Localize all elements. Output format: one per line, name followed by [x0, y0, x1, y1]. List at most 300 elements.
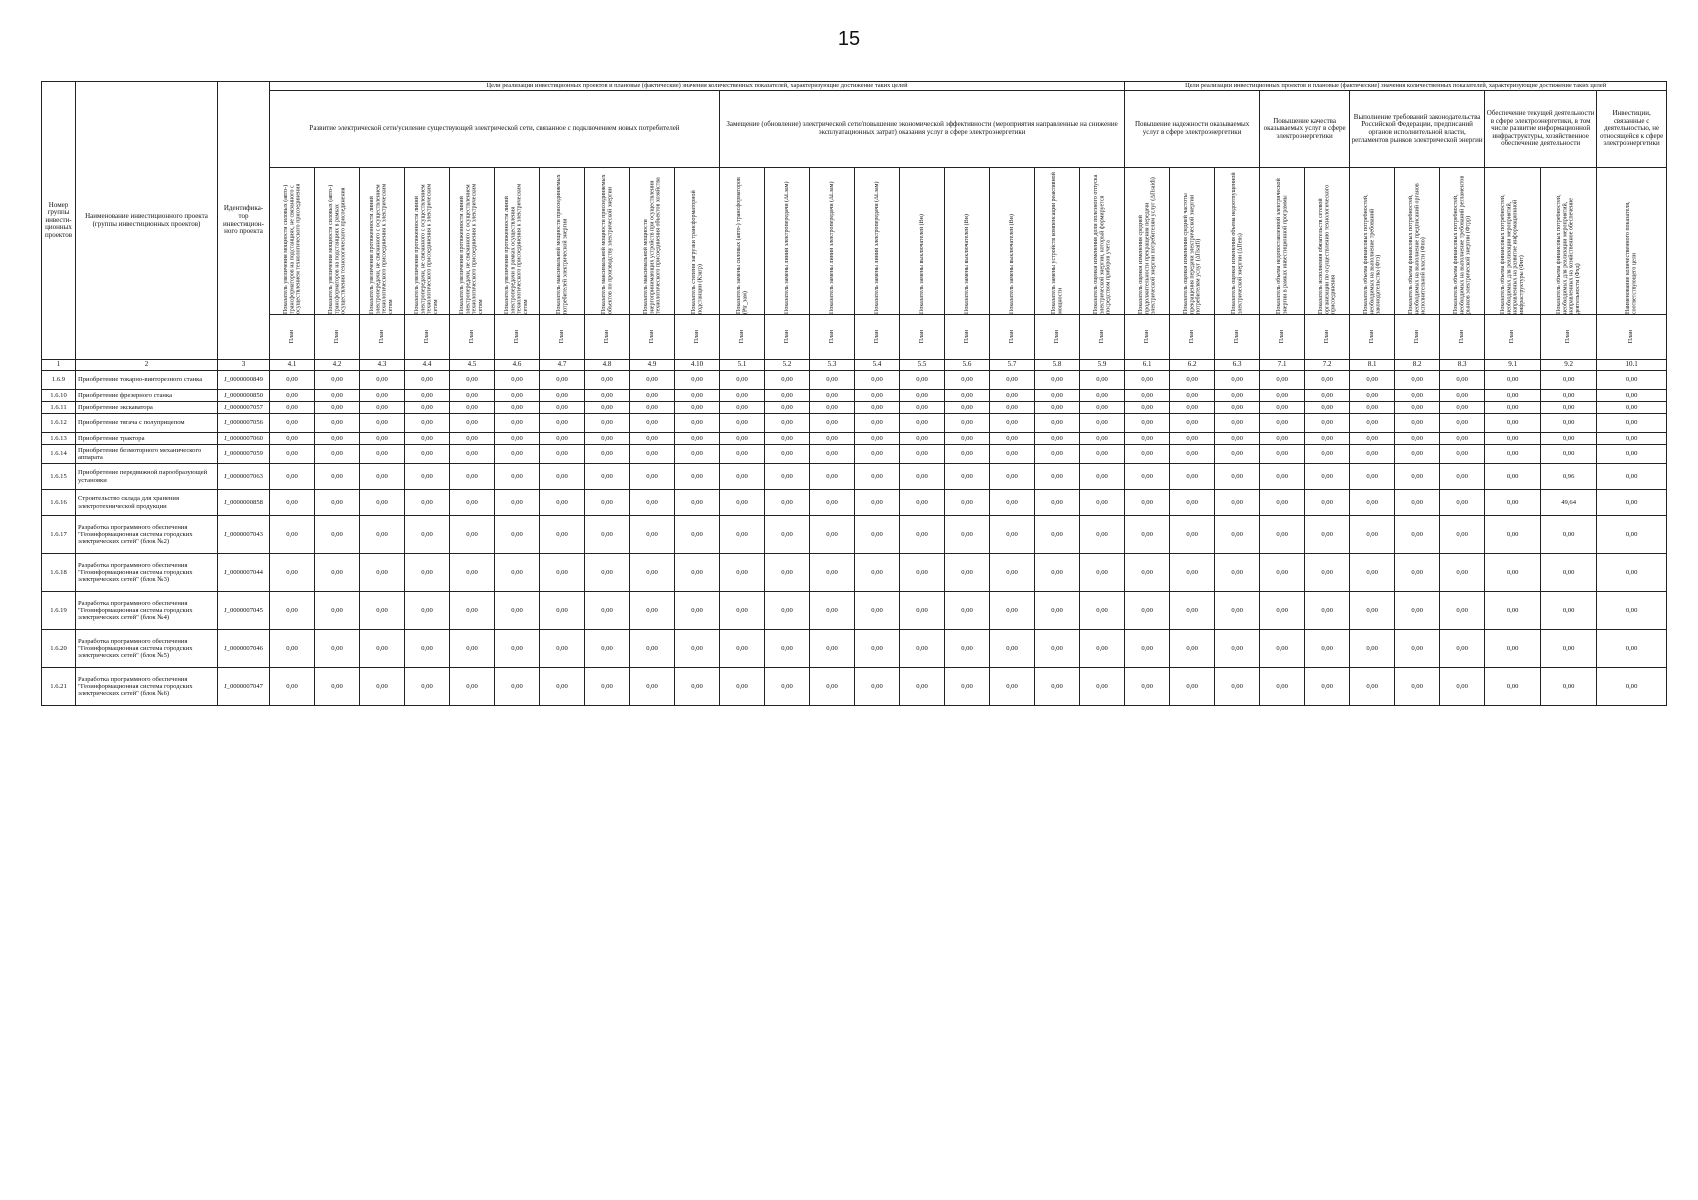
value-cell: 0,00 — [1125, 490, 1170, 516]
value-cell: 0,00 — [900, 371, 945, 390]
value-cell: 0,00 — [1170, 554, 1215, 592]
value-cell: 0,00 — [405, 490, 450, 516]
value-cell: 0,00 — [765, 464, 810, 490]
value-cell: 0,00 — [540, 464, 585, 490]
value-cell: 0,00 — [1485, 402, 1541, 414]
value-cell: 0,00 — [540, 592, 585, 630]
project-name: Приобретение токарно-винторезного станка — [76, 371, 218, 390]
value-cell: 0,00 — [990, 630, 1035, 668]
row-number: 1.6.14 — [42, 445, 76, 464]
project-name: Разработка программного обеспечения "Геоинформационная система городских электрических сетей" (блок №5) — [76, 630, 218, 668]
value-cell: 0,00 — [1080, 390, 1125, 402]
indicator-header: Показатель объема недопоставленной электрической энергии в рамках инвестиционной программы — [1260, 168, 1305, 315]
project-id: J_0000007057 — [218, 402, 270, 414]
value-cell: 0,00 — [270, 445, 315, 464]
value-cell: 0,00 — [585, 414, 630, 433]
value-cell: 0,00 — [900, 516, 945, 554]
plan-label: План — [1125, 315, 1170, 360]
row-number: 1.6.11 — [42, 402, 76, 414]
row-number: 1.6.12 — [42, 414, 76, 433]
value-cell: 0,00 — [765, 414, 810, 433]
value-cell: 0,00 — [1485, 390, 1541, 402]
value-cell: 0,00 — [720, 433, 765, 445]
value-cell: 0,00 — [1440, 445, 1485, 464]
value-cell: 0,00 — [900, 445, 945, 464]
value-cell: 0,00 — [1035, 402, 1080, 414]
value-cell: 0,00 — [1215, 554, 1260, 592]
value-cell: 0,00 — [405, 402, 450, 414]
plan-label: План — [1597, 315, 1667, 360]
value-cell: 0,00 — [1035, 445, 1080, 464]
value-cell: 0,00 — [1350, 630, 1395, 668]
value-cell: 0,00 — [765, 402, 810, 414]
value-cell: 0,00 — [450, 414, 495, 433]
value-cell: 0,00 — [765, 592, 810, 630]
value-cell: 0,00 — [360, 668, 405, 706]
value-cell: 0,00 — [1125, 414, 1170, 433]
value-cell: 0,00 — [1215, 445, 1260, 464]
value-cell: 0,00 — [1541, 554, 1597, 592]
value-cell: 0,00 — [1305, 516, 1350, 554]
value-cell: 0,00 — [765, 490, 810, 516]
value-cell: 0,00 — [810, 592, 855, 630]
value-cell: 0,00 — [765, 433, 810, 445]
value-cell: 0,00 — [1541, 445, 1597, 464]
value-cell: 0,00 — [1080, 414, 1125, 433]
value-cell: 0,00 — [1080, 516, 1125, 554]
value-cell: 0,00 — [1597, 433, 1667, 445]
value-cell: 0,00 — [1170, 464, 1215, 490]
value-cell: 0,00 — [315, 445, 360, 464]
value-cell: 0,00 — [1541, 668, 1597, 706]
value-cell: 0,00 — [585, 433, 630, 445]
table-row — [42, 414, 1667, 433]
project-id: J_0000007043 — [218, 516, 270, 554]
value-cell: 0,00 — [945, 445, 990, 464]
value-cell: 0,00 — [315, 390, 360, 402]
value-cell: 0,00 — [1350, 464, 1395, 490]
indicator-header: Показатель увеличения протяженности линий электропередачи, не связанного с осуществлением технологического присоединения к электрическим сетям — [450, 168, 495, 315]
value-cell: 0,00 — [540, 371, 585, 390]
value-cell: 0,00 — [630, 464, 675, 490]
column-number: 2 — [76, 360, 218, 371]
plan-label: План — [1440, 315, 1485, 360]
value-cell: 0,00 — [945, 630, 990, 668]
value-cell: 0,00 — [1440, 516, 1485, 554]
value-cell: 0,00 — [585, 445, 630, 464]
value-cell: 0,00 — [405, 433, 450, 445]
value-cell: 0,00 — [1125, 592, 1170, 630]
indicator-header: Показатель увеличения мощности силовых (авто-) трансформаторов на подстанциях в рамках осуществления технологического присоединения — [315, 168, 360, 315]
indicator-header: Показатель исполнения обязательств сетевой организации по осуществлению технологического присоединения — [1305, 168, 1350, 315]
value-cell: 0,00 — [1485, 630, 1541, 668]
value-cell: 0,00 — [585, 464, 630, 490]
indicator-header: Показатель оценки изменения объема недоотпущенной электрической энергии (ΔПens) — [1215, 168, 1260, 315]
value-cell: 0,00 — [1440, 464, 1485, 490]
value-cell: 0,00 — [1395, 445, 1440, 464]
value-cell: 0,00 — [1440, 668, 1485, 706]
value-cell: 0,00 — [1440, 433, 1485, 445]
value-cell: 0,00 — [945, 668, 990, 706]
value-cell: 0,00 — [1215, 390, 1260, 402]
value-cell: 0,00 — [450, 668, 495, 706]
project-id: J_0000007046 — [218, 630, 270, 668]
value-cell: 0,00 — [630, 414, 675, 433]
value-cell: 0,00 — [945, 554, 990, 592]
value-cell: 0,00 — [1440, 490, 1485, 516]
value-cell: 0,00 — [1395, 414, 1440, 433]
column-number: 4.3 — [360, 360, 405, 371]
column-number: 8.3 — [1440, 360, 1485, 371]
indicator-header: Показатель замены линий электропередачи (ΔLзам) — [765, 168, 810, 315]
value-cell: 0,00 — [405, 630, 450, 668]
value-cell: 0,00 — [1035, 490, 1080, 516]
project-id: J_0000007056 — [218, 414, 270, 433]
header-reliability: Повышение надежности оказываемых услуг в сфере электроэнергетики — [1125, 91, 1260, 168]
value-cell: 0,00 — [450, 516, 495, 554]
project-id: J_0000000849 — [218, 371, 270, 390]
value-cell: 0,00 — [1170, 445, 1215, 464]
value-cell: 0,00 — [1541, 630, 1597, 668]
value-cell: 0,00 — [855, 630, 900, 668]
header-goals-group-2: Цели реализации инвестиционных проектов и плановые (фактические) значения количественных показателей, характеризующие достижение таких целей — [1125, 82, 1667, 91]
row-number: 1.6.15 — [42, 464, 76, 490]
value-cell: 0,00 — [1395, 371, 1440, 390]
column-number: 4.8 — [585, 360, 630, 371]
value-cell: 0,00 — [1485, 516, 1541, 554]
value-cell: 0,00 — [1485, 433, 1541, 445]
value-cell: 0,00 — [675, 554, 720, 592]
value-cell: 0,00 — [540, 402, 585, 414]
plan-label: План — [1215, 315, 1260, 360]
value-cell: 0,00 — [1440, 402, 1485, 414]
value-cell: 0,00 — [360, 464, 405, 490]
value-cell: 0,00 — [945, 592, 990, 630]
value-cell: 0,00 — [1350, 371, 1395, 390]
value-cell: 0,00 — [810, 630, 855, 668]
indicator-header: Показатель оценки изменения средней продолжительности прекращения передачи электрической энергии потребителям услуг (ΔПsaidi) — [1125, 168, 1170, 315]
indicator-header: Показатель оценки изменения доли полезного отпуска электрической энергии, который формируется посредством приборов учета — [1080, 168, 1125, 315]
value-cell: 0,00 — [495, 371, 540, 390]
plan-label: План — [765, 315, 810, 360]
table-row — [42, 554, 1667, 592]
value-cell: 0,00 — [1541, 371, 1597, 390]
value-cell: 0,00 — [630, 445, 675, 464]
indicator-header: Показатель замены выключателей (Вн) — [990, 168, 1035, 315]
table-row — [42, 390, 1667, 402]
value-cell: 0,00 — [810, 554, 855, 592]
value-cell: 0,00 — [1170, 390, 1215, 402]
value-cell: 0,00 — [1597, 371, 1667, 390]
value-cell: 0,00 — [1170, 630, 1215, 668]
value-cell: 0,00 — [1597, 592, 1667, 630]
value-cell: 0,00 — [810, 433, 855, 445]
row-number: 1.6.10 — [42, 390, 76, 402]
value-cell: 0,00 — [540, 516, 585, 554]
value-cell: 0,00 — [1485, 554, 1541, 592]
value-cell: 0,00 — [900, 554, 945, 592]
value-cell: 0,00 — [855, 433, 900, 445]
value-cell: 0,00 — [1597, 464, 1667, 490]
value-cell: 0,00 — [1305, 592, 1350, 630]
value-cell: 0,00 — [315, 464, 360, 490]
value-cell: 0,00 — [585, 402, 630, 414]
value-cell: 0,00 — [1035, 630, 1080, 668]
column-number: 5.8 — [1035, 360, 1080, 371]
value-cell: 0,00 — [315, 433, 360, 445]
value-cell: 0,00 — [360, 630, 405, 668]
value-cell: 0,00 — [360, 445, 405, 464]
value-cell: 0,00 — [1125, 371, 1170, 390]
indicator-header: Показатель объема финансовых потребностей, необходимых на выполнение предписаний органов исполнительной власти (Фпо) — [1395, 168, 1440, 315]
value-cell: 0,00 — [1395, 554, 1440, 592]
value-cell: 0,00 — [1080, 490, 1125, 516]
column-number: 6.3 — [1215, 360, 1260, 371]
value-cell: 0,00 — [1035, 516, 1080, 554]
table-row — [42, 630, 1667, 668]
value-cell: 0,00 — [1305, 554, 1350, 592]
row-number: 1.6.17 — [42, 516, 76, 554]
value-cell: 0,00 — [360, 490, 405, 516]
value-cell: 0,00 — [900, 402, 945, 414]
value-cell: 0,00 — [1125, 402, 1170, 414]
row-number: 1.6.20 — [42, 630, 76, 668]
value-cell: 0,00 — [810, 402, 855, 414]
value-cell: 0,00 — [1541, 402, 1597, 414]
header-non-energy-investments: Инвестиции, связанные с деятельностью, не относящейся к сфере электроэнергетики — [1597, 91, 1667, 168]
value-cell: 0,00 — [675, 445, 720, 464]
value-cell: 0,00 — [495, 554, 540, 592]
value-cell: 0,00 — [1035, 371, 1080, 390]
value-cell: 0,00 — [1260, 371, 1305, 390]
column-number: 4.10 — [675, 360, 720, 371]
value-cell: 0,00 — [630, 668, 675, 706]
value-cell: 0,00 — [360, 371, 405, 390]
value-cell: 0,00 — [900, 433, 945, 445]
value-cell: 0,00 — [270, 464, 315, 490]
column-number: 9.2 — [1541, 360, 1597, 371]
value-cell: 0,00 — [495, 445, 540, 464]
indicator-header: Показатель максимальной мощности энергопринимающих устройств при осуществлении технологического присоединения объектов хозяйства — [630, 168, 675, 315]
value-cell: 0,00 — [1215, 464, 1260, 490]
indicator-header: Показатель замены устройств компенсации реактивной мощности — [1035, 168, 1080, 315]
project-name: Разработка программного обеспечения "Геоинформационная система городских электрических сетей" (блок №6) — [76, 668, 218, 706]
value-cell: 0,00 — [405, 668, 450, 706]
plan-label: План — [855, 315, 900, 360]
plan-label: План — [810, 315, 855, 360]
project-name: Разработка программного обеспечения "Геоинформационная система городских электрических сетей" (блок №4) — [76, 592, 218, 630]
value-cell: 0,00 — [315, 592, 360, 630]
value-cell: 0,00 — [360, 402, 405, 414]
value-cell: 0,00 — [315, 630, 360, 668]
value-cell: 0,00 — [855, 464, 900, 490]
value-cell: 0,00 — [315, 402, 360, 414]
value-cell: 0,00 — [495, 414, 540, 433]
value-cell: 0,00 — [855, 414, 900, 433]
column-number: 6.1 — [1125, 360, 1170, 371]
value-cell: 0,00 — [900, 490, 945, 516]
value-cell: 0,00 — [855, 490, 900, 516]
value-cell: 0,00 — [765, 390, 810, 402]
value-cell: 0,00 — [540, 490, 585, 516]
value-cell: 0,00 — [990, 464, 1035, 490]
value-cell: 0,00 — [810, 414, 855, 433]
value-cell: 0,00 — [1125, 390, 1170, 402]
value-cell: 0,00 — [1260, 592, 1305, 630]
value-cell: 0,00 — [540, 554, 585, 592]
value-cell: 0,00 — [1170, 414, 1215, 433]
project-id: J_0000007063 — [218, 464, 270, 490]
value-cell: 0,00 — [1170, 433, 1215, 445]
row-number: 1.6.19 — [42, 592, 76, 630]
column-number: 4.5 — [450, 360, 495, 371]
value-cell: 0,00 — [1350, 414, 1395, 433]
plan-label: План — [675, 315, 720, 360]
value-cell: 0,00 — [360, 390, 405, 402]
plan-label: План — [1080, 315, 1125, 360]
value-cell: 0,00 — [450, 554, 495, 592]
value-cell: 0,00 — [1305, 371, 1350, 390]
value-cell: 0,00 — [1035, 433, 1080, 445]
value-cell: 0,00 — [990, 402, 1035, 414]
value-cell: 0,00 — [540, 445, 585, 464]
value-cell: 0,00 — [1350, 445, 1395, 464]
value-cell: 0,00 — [990, 668, 1035, 706]
column-number: 7.1 — [1260, 360, 1305, 371]
value-cell: 0,00 — [585, 371, 630, 390]
value-cell: 0,00 — [855, 592, 900, 630]
value-cell: 0,00 — [1485, 464, 1541, 490]
value-cell: 0,00 — [360, 414, 405, 433]
value-cell: 0,00 — [720, 490, 765, 516]
project-id: J_0000000850 — [218, 390, 270, 402]
value-cell: 0,00 — [585, 516, 630, 554]
value-cell: 0,00 — [855, 668, 900, 706]
value-cell: 0,00 — [720, 668, 765, 706]
table-row — [42, 516, 1667, 554]
value-cell: 0,00 — [990, 433, 1035, 445]
value-cell: 0,00 — [1395, 464, 1440, 490]
value-cell: 0,00 — [1125, 516, 1170, 554]
value-cell: 0,00 — [1597, 414, 1667, 433]
value-cell: 0,00 — [1080, 371, 1125, 390]
plan-label: План — [990, 315, 1035, 360]
value-cell: 0,00 — [1395, 516, 1440, 554]
value-cell: 0,00 — [990, 414, 1035, 433]
value-cell: 0,00 — [945, 464, 990, 490]
value-cell: 0,00 — [1395, 592, 1440, 630]
value-cell: 0,00 — [945, 433, 990, 445]
value-cell: 0,00 — [1215, 668, 1260, 706]
value-cell: 0,00 — [450, 390, 495, 402]
value-cell: 0,00 — [810, 490, 855, 516]
indicator-header: Показатель замены линий электропередачи (ΔLзам) — [855, 168, 900, 315]
value-cell: 0,00 — [1597, 390, 1667, 402]
indicator-header: Показатель максимальной мощности присоединяемых потребителей электрической энергии — [540, 168, 585, 315]
value-cell: 0,00 — [765, 445, 810, 464]
value-cell: 0,00 — [1170, 516, 1215, 554]
value-cell: 0,00 — [450, 490, 495, 516]
value-cell: 0,00 — [1350, 390, 1395, 402]
value-cell: 0,00 — [495, 402, 540, 414]
value-cell: 0,00 — [1597, 516, 1667, 554]
value-cell: 0,00 — [1305, 433, 1350, 445]
value-cell: 0,00 — [270, 592, 315, 630]
plan-label: План — [1485, 315, 1541, 360]
value-cell: 0,00 — [675, 414, 720, 433]
value-cell: 0,00 — [1260, 433, 1305, 445]
value-cell: 0,00 — [1350, 402, 1395, 414]
indicator-header: Показатель увеличения протяженности линий электропередачи, не связанного с осуществлением технологического присоединения к электрическим сетям — [360, 168, 405, 315]
value-cell: 0,00 — [495, 490, 540, 516]
value-cell: 0,00 — [270, 390, 315, 402]
project-id: J_0000007047 — [218, 668, 270, 706]
column-number: 4.4 — [405, 360, 450, 371]
value-cell: 0,00 — [1395, 630, 1440, 668]
project-name: Приобретение безмоторного механического аппарата — [76, 445, 218, 464]
value-cell: 0,00 — [1170, 668, 1215, 706]
value-cell: 0,00 — [1215, 433, 1260, 445]
value-cell: 0,00 — [1541, 516, 1597, 554]
value-cell: 0,00 — [1215, 490, 1260, 516]
table-row — [42, 592, 1667, 630]
value-cell: 0,00 — [990, 371, 1035, 390]
value-cell: 0,00 — [1080, 402, 1125, 414]
value-cell: 0,00 — [990, 516, 1035, 554]
value-cell: 0,00 — [270, 490, 315, 516]
value-cell: 0,00 — [1305, 414, 1350, 433]
value-cell: 0,00 — [1395, 433, 1440, 445]
value-cell: 0,00 — [630, 433, 675, 445]
value-cell: 0,00 — [945, 371, 990, 390]
value-cell: 0,00 — [1260, 402, 1305, 414]
value-cell: 0,00 — [1350, 554, 1395, 592]
table-row — [42, 433, 1667, 445]
value-cell: 0,00 — [495, 433, 540, 445]
value-cell: 0,00 — [1260, 464, 1305, 490]
value-cell: 0,00 — [1125, 554, 1170, 592]
value-cell: 0,00 — [1485, 371, 1541, 390]
value-cell: 0,00 — [450, 592, 495, 630]
column-number: 4.1 — [270, 360, 315, 371]
value-cell: 0,00 — [1080, 592, 1125, 630]
value-cell: 0,00 — [450, 371, 495, 390]
value-cell: 0,00 — [585, 592, 630, 630]
value-cell: 0,00 — [1035, 554, 1080, 592]
value-cell: 0,00 — [810, 464, 855, 490]
value-cell: 0,00 — [1080, 433, 1125, 445]
value-cell: 0,96 — [1541, 464, 1597, 490]
value-cell: 0,00 — [1597, 445, 1667, 464]
value-cell: 0,00 — [900, 630, 945, 668]
plan-label: План — [450, 315, 495, 360]
column-number: 6.2 — [1170, 360, 1215, 371]
value-cell: 0,00 — [945, 516, 990, 554]
indicator-header: Показатель объема финансовых потребностей, необходимых для реализации мероприятий, направленных на развитие информационной инфраструктуры (Фит) — [1485, 168, 1541, 315]
value-cell: 0,00 — [360, 554, 405, 592]
value-cell: 0,00 — [675, 433, 720, 445]
value-cell: 0,00 — [1080, 445, 1125, 464]
project-name: Приобретение тягача с полуприцепом — [76, 414, 218, 433]
project-name: Приобретение трактора — [76, 433, 218, 445]
project-name: Строительство склада для хранения электротехнической продукции — [76, 490, 218, 516]
value-cell: 0,00 — [1125, 433, 1170, 445]
column-number: 4.2 — [315, 360, 360, 371]
column-number: 9.1 — [1485, 360, 1541, 371]
value-cell: 0,00 — [405, 414, 450, 433]
project-name: Приобретение экскаватора — [76, 402, 218, 414]
value-cell: 0,00 — [540, 390, 585, 402]
